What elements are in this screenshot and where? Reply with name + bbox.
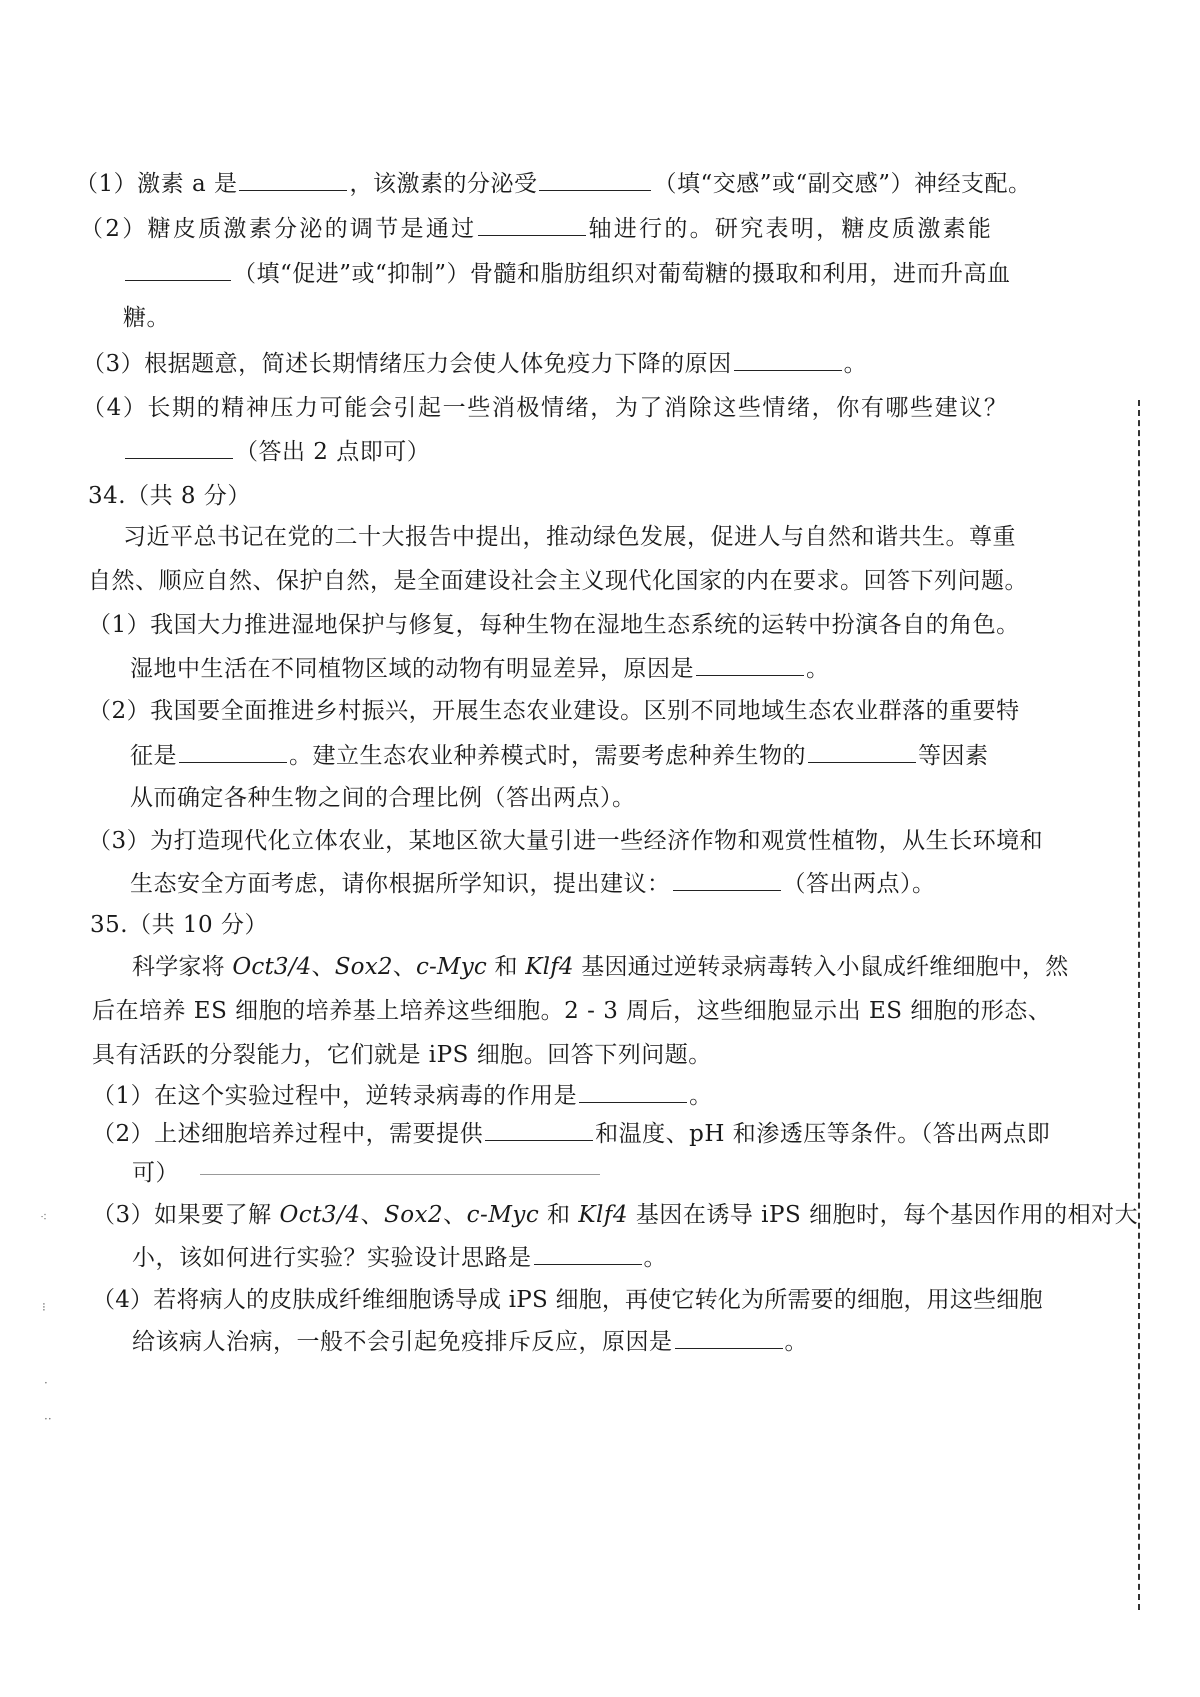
q35-part1-text: 。 xyxy=(689,1083,713,1109)
gene-oct34: Oct3/4 xyxy=(279,1202,361,1228)
q35-part4-text: 。 xyxy=(784,1329,808,1355)
separator: 、 xyxy=(443,1202,467,1228)
conjunction: 和 xyxy=(487,954,526,980)
answer-blank[interactable] xyxy=(696,653,804,676)
answer-blank[interactable] xyxy=(179,740,287,763)
q35-part2-text: （2）上述细胞培养过程中，需要提供 xyxy=(92,1121,484,1147)
q33-part2-line2 xyxy=(123,258,1011,289)
q35-part1 xyxy=(92,1080,713,1111)
q34-part2-line1 xyxy=(88,696,1020,726)
separator: 、 xyxy=(311,954,335,980)
q34-intro-text: 习近平总书记在党的二十大报告中提出，推动绿色发展，促进人与自然和谐共生。尊重 xyxy=(123,524,1016,550)
answer-blank[interactable] xyxy=(239,168,347,191)
answer-blank[interactable] xyxy=(539,168,651,191)
q35-part3-line1 xyxy=(92,1200,1138,1230)
q35-part1-text: （1）在这个实验过程中，逆转录病毒的作用是 xyxy=(92,1083,578,1109)
q34-part3-line1 xyxy=(88,826,1043,856)
conjunction: 和 xyxy=(539,1202,579,1228)
gene-sox2: Sox2 xyxy=(334,954,393,980)
q33-part2-text: （填“促进”或“抑制”）骨髓和脂肪组织对葡萄糖的摄取和利用，进而升高血 xyxy=(233,261,1011,287)
gene-klf4: Klf4 xyxy=(525,954,574,980)
q35-intro-line3 xyxy=(92,1040,712,1070)
q34-header xyxy=(88,481,251,511)
q35-intro-text: 基因通过逆转录病毒转入小鼠成纤维细胞中，然 xyxy=(573,954,1069,980)
q33-part3-text: （3）根据题意，简述长期情绪压力会使人体免疫力下降的原因 xyxy=(82,351,732,377)
q33-part4-line1 xyxy=(82,393,1008,423)
gene-oct34: Oct3/4 xyxy=(232,954,312,980)
q34-part2-line2 xyxy=(130,740,989,771)
q34-part1-line2 xyxy=(130,653,830,684)
q34-part2-line3 xyxy=(130,783,636,813)
answer-blank[interactable] xyxy=(734,348,842,371)
answer-blank[interactable] xyxy=(534,1242,642,1265)
q34-intro-line2 xyxy=(88,566,1028,596)
q35-part3-text: 。 xyxy=(643,1245,667,1271)
separator: 、 xyxy=(392,954,416,980)
q33-part2-line3 xyxy=(123,303,170,333)
q35-part2-line2 xyxy=(132,1158,179,1188)
answer-blank[interactable] xyxy=(675,1326,783,1349)
q35-part2-text: 可） xyxy=(132,1160,179,1186)
q35-header-text: 35.（共 10 分） xyxy=(90,912,268,938)
q33-part1-text: （填“交感”或“副交感”）神经支配。 xyxy=(653,171,1032,197)
q33-part1 xyxy=(75,168,1032,199)
q35-part4-text: （4）若将病人的皮肤成纤维细胞诱导成 iPS 细胞，再使它转化为所需要的细胞，用这些细胞 xyxy=(92,1287,1043,1313)
gene-cmyc: c-Myc xyxy=(415,954,488,980)
q33-part3 xyxy=(82,348,867,379)
q35-part2-text: 和温度、pH 和渗透压等条件。（答出两点即 xyxy=(595,1121,1051,1147)
q33-part1-text: ，该激素的分泌受 xyxy=(349,171,538,197)
q35-part3-text: 基因在诱导 iPS 细胞时，每个基因作用的相对大 xyxy=(628,1202,1139,1228)
q34-part1-text: 。 xyxy=(806,656,830,682)
q34-part1-text: 湿地中生活在不同植物区域的动物有明显差异，原因是 xyxy=(130,656,694,682)
q34-header-text: 34.（共 8 分） xyxy=(88,483,251,509)
answer-blank[interactable] xyxy=(125,258,231,281)
q33-part4-line2 xyxy=(123,436,430,467)
q34-part2-text: （2）我国要全面推进乡村振兴，开展生态农业建设。区别不同地域生态农业群落的重要特 xyxy=(88,698,1020,724)
gene-cmyc: c-Myc xyxy=(466,1202,540,1228)
answer-blank[interactable] xyxy=(478,213,586,236)
q34-part2-text: 从而确定各种生物之间的合理比例（答出两点）。 xyxy=(130,785,636,811)
q34-part3-text: （答出两点）。 xyxy=(782,871,936,897)
q35-part4-line2 xyxy=(132,1326,808,1357)
answer-blank[interactable] xyxy=(125,436,233,459)
q35-part3-text: 小，该如何进行实验？实验设计思路是 xyxy=(132,1245,532,1271)
q33-part2-text: 糖。 xyxy=(123,305,170,331)
q33-part3-text: 。 xyxy=(843,351,868,377)
q34-intro-line1 xyxy=(123,522,1016,552)
q33-part1-text: （1）激素 a 是 xyxy=(75,171,238,197)
answer-blank[interactable] xyxy=(579,1080,687,1103)
q35-part3-line2 xyxy=(132,1242,667,1273)
q35-intro-text: 科学家将 xyxy=(132,954,233,980)
q33-part2-text: 轴进行的。研究表明，糖皮质激素能 xyxy=(588,216,994,242)
q35-part4-text: 给该病人治病，一般不会引起免疫排斥反应，原因是 xyxy=(132,1329,673,1355)
q35-part2-line1 xyxy=(92,1118,1050,1149)
scan-speck: · xyxy=(44,1376,48,1390)
answer-blank[interactable] xyxy=(485,1118,593,1141)
q33-part2-text: （2）糖皮质激素分泌的调节是通过 xyxy=(80,216,477,242)
gene-sox2: Sox2 xyxy=(383,1202,444,1228)
q35-header xyxy=(90,910,268,940)
q33-part4-text: （4）长期的精神压力可能会引起一些消极情绪，为了消除这些情绪，你有哪些建议？ xyxy=(82,395,1009,421)
q34-intro-text: 自然、顺应自然、保护自然，是全面建设社会主义现代化国家的内在要求。回答下列问题。 xyxy=(88,568,1028,594)
q33-part4-text: （答出 2 点即可） xyxy=(235,439,431,465)
q35-part3-text: （3）如果要了解 xyxy=(92,1202,280,1228)
q35-part4-line1 xyxy=(92,1285,1043,1315)
gene-klf4: Klf4 xyxy=(578,1202,629,1228)
q34-part1-text: （1）我国大力推进湿地保护与修复，每种生物在湿地生态系统的运转中扮演各自的角色。 xyxy=(88,612,1020,638)
q35-intro-text: 具有活跃的分裂能力，它们就是 iPS 细胞。回答下列问题。 xyxy=(92,1042,712,1068)
q35-intro-line1 xyxy=(132,952,1068,982)
scan-speck: ·· xyxy=(44,1412,52,1426)
q34-part3-text: （3）为打造现代化立体农业，某地区欲大量引进一些经济作物和观赏性植物，从生长环境和 xyxy=(88,828,1044,854)
answer-blank[interactable] xyxy=(673,868,781,891)
binding-cut-line xyxy=(1138,400,1140,1610)
scan-streak xyxy=(200,1174,600,1175)
answer-blank[interactable] xyxy=(808,740,916,763)
q34-part2-text: 等因素 xyxy=(918,743,989,769)
q35-intro-line2 xyxy=(92,996,1051,1026)
scan-speck: ⁝ xyxy=(42,1300,46,1314)
q34-part2-text: 征是 xyxy=(130,743,177,769)
q34-part1-line1 xyxy=(88,610,1020,640)
q34-part3-line2 xyxy=(130,868,936,899)
q34-part2-text: 。建立生态农业种养模式时，需要考虑种养生物的 xyxy=(289,743,806,769)
scan-speck: ⁖ xyxy=(40,1210,48,1224)
separator: 、 xyxy=(360,1202,384,1228)
q35-intro-text: 后在培养 ES 细胞的培养基上培养这些细胞。2 - 3 周后，这些细胞显示出 ES 细胞的形态、 xyxy=(92,998,1052,1024)
q34-part3-text: 生态安全方面考虑，请你根据所学知识，提出建议： xyxy=(130,871,671,897)
q33-part2-line1 xyxy=(80,213,993,244)
